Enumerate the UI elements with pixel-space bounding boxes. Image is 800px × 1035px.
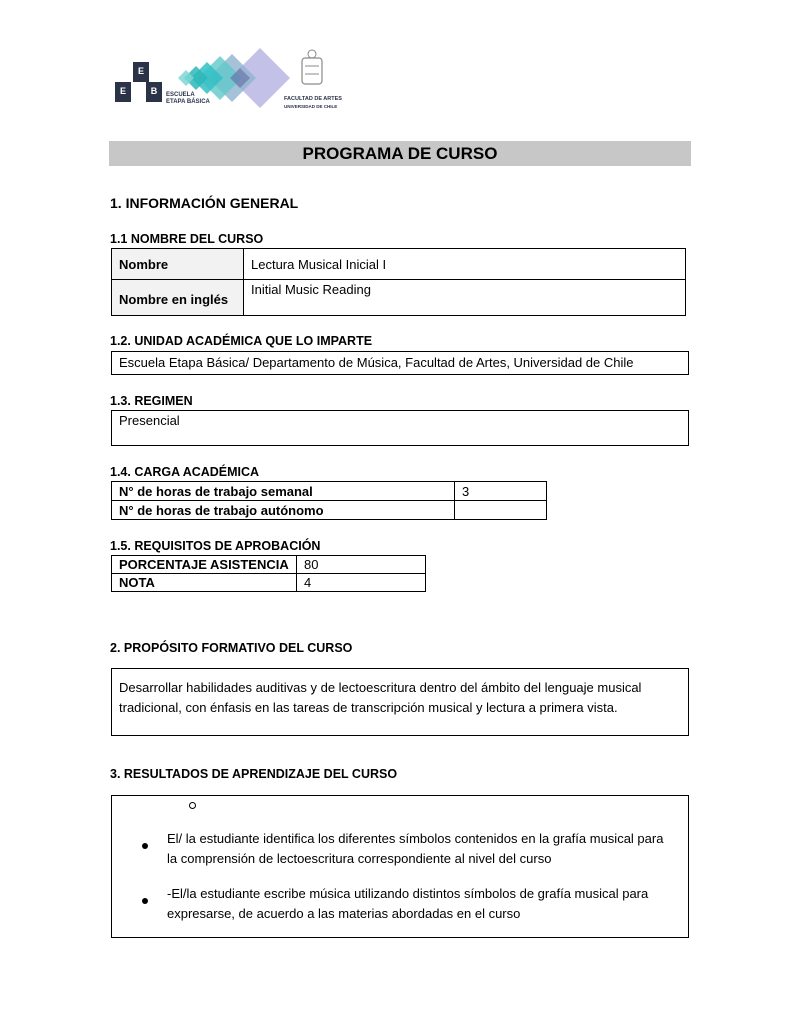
- table-row: [112, 249, 686, 280]
- s1-3-heading: 1.3. REGIMEN: [110, 394, 193, 408]
- institution-logo: [112, 44, 352, 114]
- logo-letter-e1: E: [119, 86, 126, 96]
- logo-letter-e2: E: [137, 66, 144, 76]
- academic-unit-value: Escuela Etapa Básica/ Departamento de Música, Facultad de Artes, Universidad de Chile: [111, 351, 689, 375]
- table-row: [112, 482, 547, 501]
- empty-subbullet-icon: [189, 802, 196, 809]
- table-row: [112, 556, 426, 574]
- bullet-icon: [142, 836, 148, 842]
- school-line1: ESCUELA: [166, 92, 195, 98]
- autonomous-hours-label: N° de horas de trabajo autónomo: [112, 501, 455, 520]
- faculty-name: [284, 96, 342, 110]
- section2-heading: 2. PROPÓSITO FORMATIVO DEL CURSO: [110, 641, 353, 655]
- school-line2: ETAPA BÁSICA: [166, 99, 210, 105]
- autonomous-hours-value: [455, 501, 547, 520]
- weekly-hours-value: 3: [455, 482, 547, 501]
- table-row: [112, 280, 686, 316]
- grade-label: NOTA: [112, 574, 297, 592]
- faculty-line1: FACULTAD DE ARTES: [284, 96, 342, 102]
- table-row: [112, 501, 547, 520]
- purpose-text: Desarrollar habilidades auditivas y de lectoescritura dentro del ámbito del lenguaje musical tradicional, con énfasis en las tareas de transcripción musical y lectura a primera vista.: [111, 668, 689, 736]
- bullet-icon: [142, 891, 148, 897]
- s1-4-heading: 1.4. CARGA ACADÉMICA: [110, 465, 260, 479]
- attendance-label: PORCENTAJE ASISTENCIA: [112, 556, 297, 574]
- s1-2-heading: 1.2. UNIDAD ACADÉMICA QUE LO IMPARTE: [110, 334, 373, 348]
- course-name-en-value: Initial Music Reading: [244, 280, 686, 316]
- regime-value: Presencial: [111, 410, 689, 446]
- faculty-line2: UNIVERSIDAD DE CHILE: [284, 104, 338, 109]
- weekly-hours-label: N° de horas de trabajo semanal: [112, 482, 455, 501]
- learning-outcomes-box: [111, 795, 689, 938]
- school-name: [166, 92, 210, 106]
- course-name-table: [111, 248, 686, 316]
- table-row: [112, 574, 426, 592]
- section1-heading: 1. INFORMACIÓN GENERAL: [110, 195, 299, 211]
- learning-outcome-item: El/ la estudiante identifica los diferentes símbolos contenidos en la grafía musical para la comprensión de lectoescritura correspondiente al nivel del curso: [167, 831, 664, 866]
- course-name-label: Nombre: [112, 249, 244, 280]
- page-title: PROGRAMA DE CURSO: [109, 141, 691, 166]
- course-name-en-label: Nombre en inglés: [112, 280, 244, 316]
- logo-letter-b: B: [150, 86, 158, 96]
- s1-5-heading: 1.5. REQUISITOS DE APROBACIÓN: [110, 539, 321, 553]
- requirements-table: [111, 555, 426, 592]
- workload-table: [111, 481, 547, 520]
- course-name-value: Lectura Musical Inicial I: [244, 249, 686, 280]
- learning-outcome-item: -El/la estudiante escribe música utilizando distintos símbolos de grafía musical para expresarse, de acuerdo a las materias abordadas en el curso: [167, 886, 649, 921]
- section3-heading: 3. RESULTADOS DE APRENDIZAJE DEL CURSO: [110, 767, 398, 781]
- attendance-value: 80: [297, 556, 426, 574]
- grade-value: 4: [297, 574, 426, 592]
- s1-1-heading: 1.1 NOMBRE DEL CURSO: [110, 232, 264, 246]
